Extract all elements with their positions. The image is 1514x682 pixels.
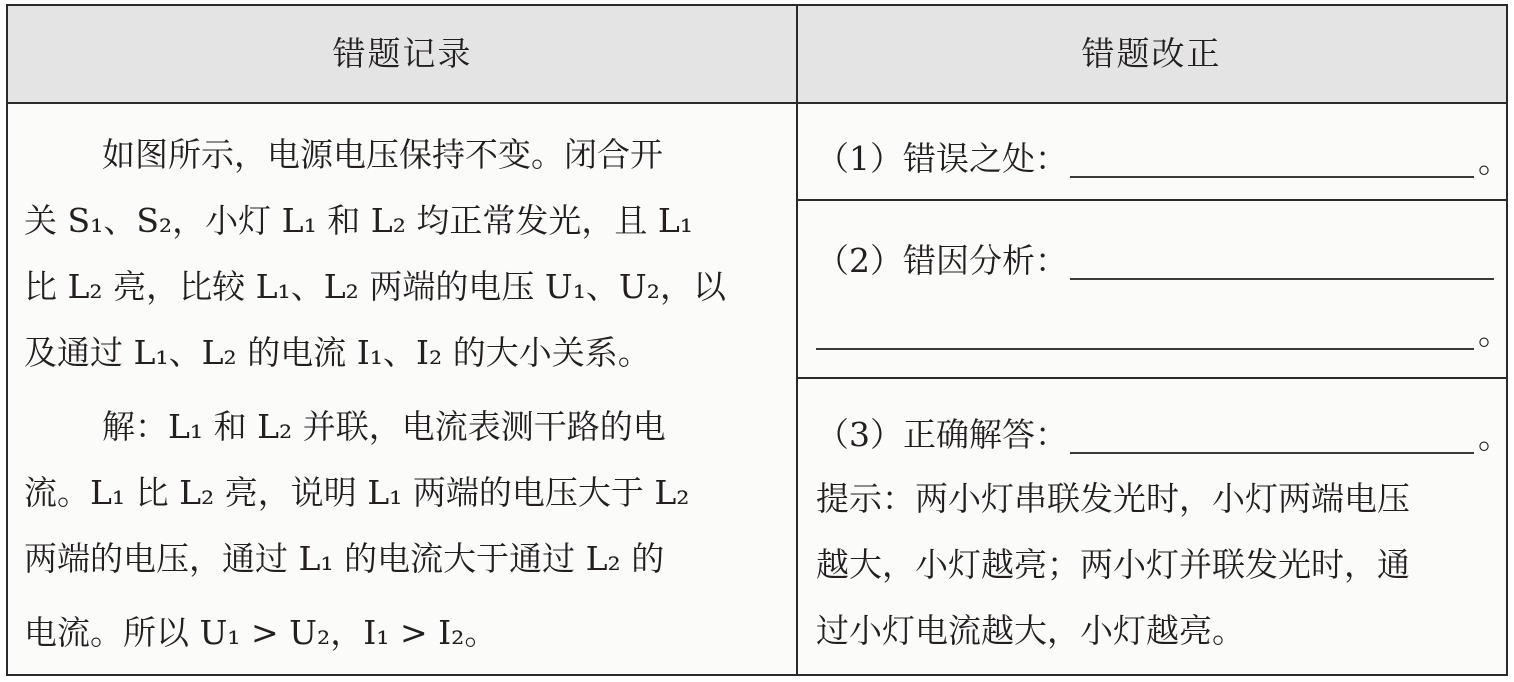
solution-text: 流。L₁ 比 L₂ 亮，说明 L₁ 两端的电压大于 L₂ (24, 473, 690, 512)
solution-text: 两端的电压，通过 L₁ 的电流大于通过 L₂ 的 (24, 539, 665, 578)
item3-answer-blank[interactable] (1070, 452, 1474, 454)
item1-label: （1）错误之处： (816, 139, 1068, 178)
question-text: 及通过 L₁、L₂ 的电流 I₁、I₂ 的大小关系。 (24, 333, 651, 372)
item2-period: 。 (1478, 313, 1511, 352)
solution-line-3 (24, 528, 784, 590)
question-line-2 (24, 190, 784, 252)
item2-answer-blank-1[interactable] (1070, 278, 1494, 280)
item1-answer-blank[interactable] (1070, 176, 1474, 178)
question-text: 如图所示，电源电压保持不变。闭合开 (102, 135, 663, 174)
question-line-3 (24, 256, 784, 318)
hint-line-1: 提示：两小灯串联发光时，小灯两端电压 (816, 479, 1410, 518)
header-error-correction: 错题改正 (1081, 34, 1222, 73)
solution-line-2 (24, 462, 784, 524)
error-correction-table (6, 4, 1511, 676)
question-line-1 (24, 124, 784, 186)
table-header (8, 6, 1506, 104)
hint-line-3: 过小灯电流越大，小灯越亮。 (816, 611, 1245, 650)
question-text: 比 L₂ 亮，比较 L₁、L₂ 两端的电压 U₁、U₂，以 (24, 267, 726, 306)
item1-period: 。 (1478, 141, 1511, 180)
solution-line-1 (24, 396, 784, 458)
row-divider-1 (798, 199, 1506, 201)
item2-answer-blank-2[interactable] (816, 348, 1474, 350)
solution-text: 解：L₁ 和 L₂ 并联，电流表测干路的电 (102, 407, 666, 446)
column-divider (796, 6, 798, 674)
item2-label: （2）错因分析： (816, 241, 1068, 280)
solution-text: 电流。所以 U₁ > U₂，I₁ > I₂。 (24, 613, 498, 652)
header-error-record: 错题记录 (332, 34, 473, 73)
item3-label: （3）正确解答： (816, 415, 1068, 454)
item3-period: 。 (1478, 417, 1511, 456)
question-text: 关 S₁、S₂，小灯 L₁ 和 L₂ 均正常发光，且 L₁ (24, 201, 694, 240)
solution-line-4 (24, 602, 784, 664)
row-divider-2 (798, 377, 1506, 379)
question-line-4 (24, 322, 784, 384)
hint-line-2: 越大，小灯越亮；两小灯并联发光时，通 (816, 545, 1410, 584)
